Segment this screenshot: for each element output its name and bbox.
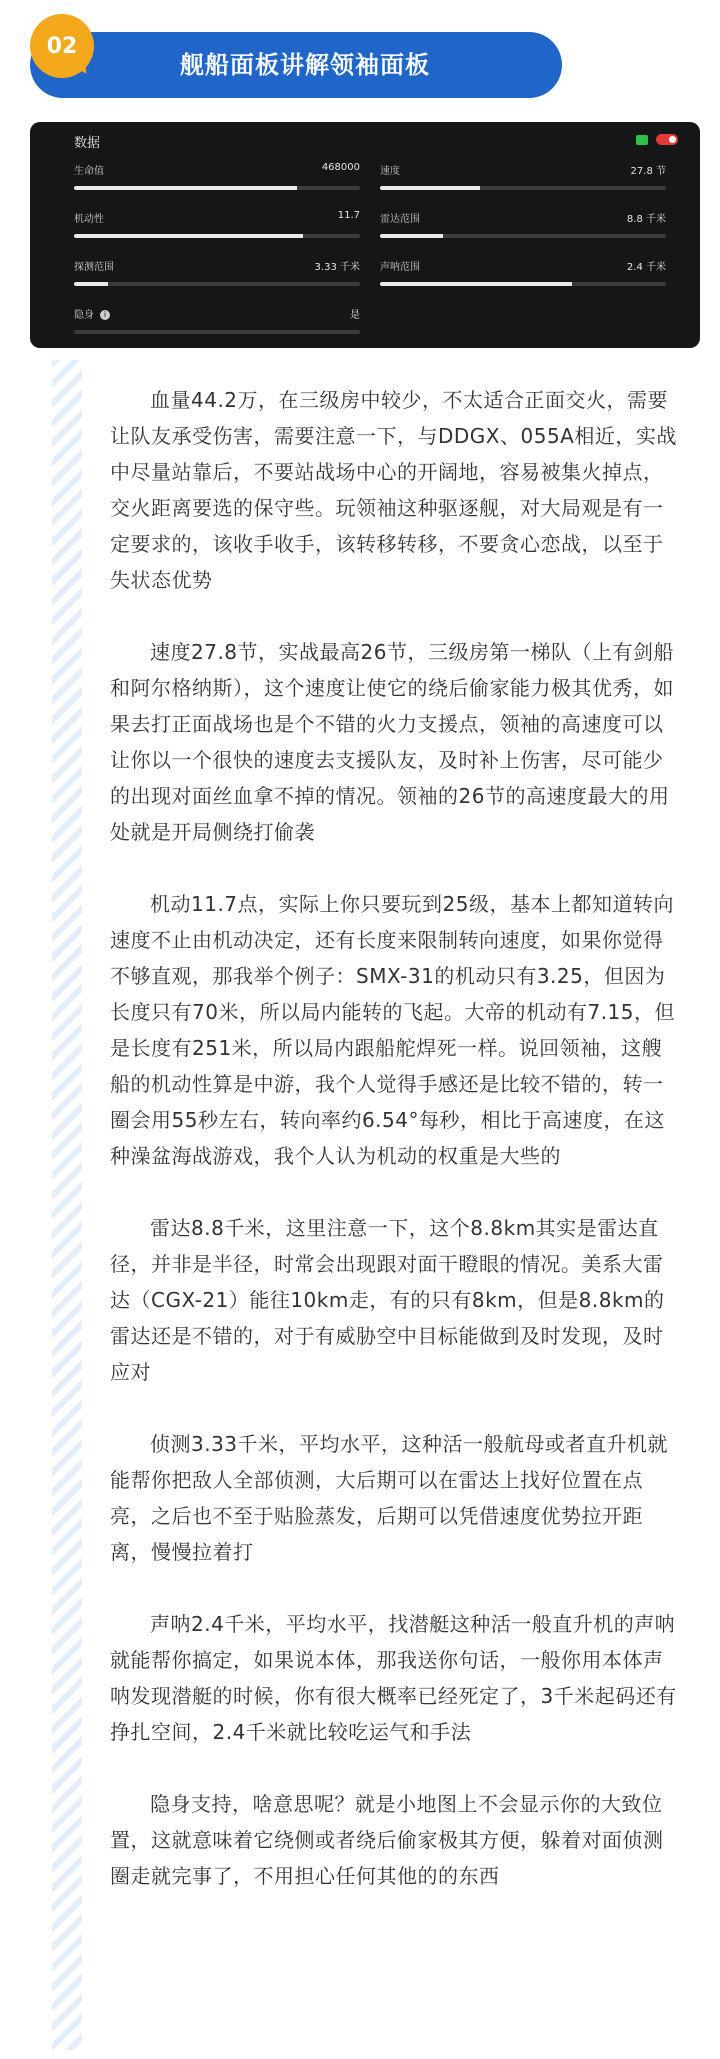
stat-label-text: 隐身	[74, 310, 94, 321]
section-number-badge: 02	[30, 14, 94, 78]
stat-maneuverability	[74, 210, 360, 244]
stat-detection-range	[74, 258, 360, 292]
stat-hp	[74, 162, 360, 196]
stat-bar-fill	[380, 282, 572, 286]
stat-stealth	[74, 306, 360, 340]
stat-label: 声呐范围	[380, 262, 420, 273]
stat-bar-fill	[380, 186, 480, 190]
article-body	[110, 382, 680, 1894]
stat-bar	[380, 282, 666, 286]
stat-sonar-range	[380, 258, 666, 292]
section-banner	[30, 32, 562, 98]
stat-bar-fill	[74, 186, 297, 190]
stat-label: 雷达范围	[380, 214, 420, 225]
stat-value: 3.33 千米	[314, 262, 360, 273]
stat-bar	[74, 186, 360, 190]
paragraph-stealth: 隐身支持，啥意思呢？就是小地图上不会显示你的大致位置，这就意味着它绕侧或者绕后偷家极其方便，躲着对面侦测圈走就完事了，不用担心任何其他的的东西	[110, 1792, 664, 1888]
panel-toggles	[636, 134, 678, 145]
paragraph-radar: 雷达8.8千米，这里注意一下，这个8.8km其实是雷达直径，并非是半径，时常会出现跟对面干瞪眼的情况。美系大雷达（CGX-21）能往10km走，有的只有8km，但是8.8km的雷达还是不错的，对于有威胁空中目标能做到及时发现，及时应对	[110, 1216, 665, 1384]
stat-value: 468000	[321, 162, 360, 173]
green-toggle-icon[interactable]	[636, 135, 648, 145]
stat-label: 生命值	[74, 166, 104, 177]
stat-bar	[74, 234, 360, 238]
stat-value: 8.8 千米	[626, 214, 666, 225]
paragraph-maneuverability: 机动11.7点，实际上你只要玩到25级，基本上都知道转向速度不止由机动决定，还有长度来限制转向速度，如果你觉得不够直观，那我举个例子：SMX-31的机动只有3.25，但因为长度只有70米，所以局内能转的飞起。大帝的机动有7.15，但是长度有251米，所以局内跟船舵焊死一样。说回领袖，这艘船的机动性算是中游，我个人觉得手感还是比较不错的，转一圈会用55秒左右，转向率约6.54°每秒，相比于高速度，在这种澡盆海战游戏，我个人认为机动的权重是大些的	[110, 892, 675, 1168]
stat-bar	[74, 330, 360, 334]
stat-bar	[380, 234, 666, 238]
stat-value: 11.7	[337, 210, 360, 221]
paragraph-detection: 侦测3.33千米，平均水平，这种活一般航母或者直升机就能帮你把敌人全部侦测，大后期可以在雷达上找好位置在点亮，之后也不至于贴脸蒸发，后期可以凭借速度优势拉开距离，慢慢拉着打	[110, 1432, 669, 1564]
stat-label: 机动性	[74, 214, 104, 225]
paragraph-sonar: 声呐2.4千米，平均水平，找潜艇这种活一般直升机的声呐就能帮你搞定，如果说本体，那我送你句话，一般你用本体声呐发现潜艇的时候，你有很大概率已经死定了，3千米起码还有挣扎空间，2.4千米就比较吃运气和手法	[110, 1612, 677, 1744]
stat-value: 27.8 节	[630, 166, 666, 177]
stat-value: 是	[350, 310, 360, 321]
stat-value: 2.4 千米	[626, 262, 666, 273]
stat-label	[74, 306, 110, 321]
stat-bar-fill	[74, 282, 108, 286]
stat-bar	[74, 282, 360, 286]
stat-bar	[380, 186, 666, 190]
stat-speed	[380, 162, 666, 196]
paragraph-speed: 速度27.8节，实战最高26节，三级房第一梯队（上有剑船和阿尔格纳斯），这个速度让使它的绕后偷家能力极其优秀，如果去打正面战场也是个不错的火力支援点，领袖的高速度可以让你以一个很快的速度去支援队友，及时补上伤害，尽可能少的出现对面丝血拿不掉的情况。领袖的26节的高速度最大的用处就是开局侧绕打偷袭	[110, 640, 674, 844]
paragraph-hp: 血量44.2万，在三级房中较少，不太适合正面交火，需要让队友承受伤害，需要注意一下，与DDGX、055A相近，实战中尽量站靠后，不要站战场中心的开阔地，容易被集火掉点，交火距离要选的保守些。玩领袖这种驱逐舰，对大局观是有一定要求的，该收手收手，该转移转移，不要贪心恋战，以至于失状态优势	[110, 388, 677, 592]
ship-stats-panel	[30, 122, 700, 348]
panel-title: 数据	[74, 136, 101, 151]
stat-radar-range	[380, 210, 666, 244]
decorative-stripe	[52, 360, 82, 2050]
red-toggle-icon[interactable]	[656, 134, 678, 145]
stat-label: 速度	[380, 166, 400, 177]
info-icon[interactable]: i	[100, 310, 110, 320]
section-title: 舰船面板讲解领袖面板	[180, 51, 430, 79]
stat-label: 探测范围	[74, 262, 114, 273]
stat-bar-fill	[380, 234, 443, 238]
stat-bar-fill	[74, 234, 303, 238]
